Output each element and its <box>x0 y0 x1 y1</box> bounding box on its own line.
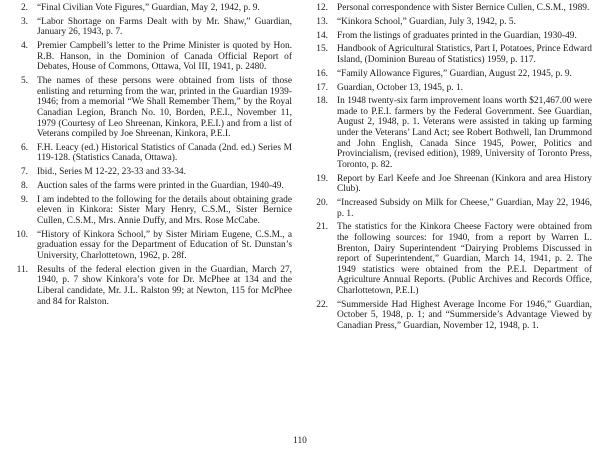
endnote <box>10 17 292 38</box>
endnote-number: 13. <box>316 16 328 27</box>
endnote-text: From the listings of graduates printed in the Guardian, 1930-49. <box>337 30 577 41</box>
endnote-text: “Kinkora School,” Guardian, July 3, 1942, p. 5. <box>337 16 516 27</box>
endnote <box>310 31 592 42</box>
endnote-text: “Increased Subsidy on Milk for Cheese,” Guardian, May 22, 1946, p. 1. <box>337 198 592 219</box>
endnote-number: 9. <box>20 194 28 205</box>
left-notes-column <box>10 3 292 310</box>
endnote-number: 4. <box>20 41 28 52</box>
endnote <box>10 41 292 73</box>
endnote-text: F.H. Leacy (ed.) Historical Statistics of Canada (2nd. ed.) Series M 119-128. (Statistics Canada, Ottawa). <box>37 142 292 164</box>
endnote-number: 19. <box>316 173 328 184</box>
right-notes-column <box>310 3 592 335</box>
endnote-text: “Final Civilian Vote Figures,” Guardian, May 2, 1942, p. 9. <box>37 3 260 13</box>
endnote <box>310 69 592 80</box>
endnote-number: 8. <box>20 181 28 192</box>
endnote <box>10 195 292 227</box>
endnote-number: 6. <box>20 142 28 153</box>
endnote-text: The names of these persons were obtained from lists of those enlisting and returning from the war, printed in the Guardian 1939-1946; from a memorial “We Shall Remember Them,” by the Royal Canadian Legion, Branch No. 10, Borden, P.E.I., November 11, 1979 (Courtesy of Leo Shreenan, Kinkora, P.E.I.) and from a list of Veterans compiled by Joe Shreenan, Kinkora, P.E.I. <box>37 76 292 140</box>
endnote <box>310 198 592 219</box>
endnote-number: 17. <box>316 82 328 93</box>
endnote <box>10 3 292 14</box>
endnote-text: Premier Campbell’s letter to the Prime Minister is quoted by Hon. R.B. Hanson, in the Dominion of Canada Official Report of Debates, House of Commons, Ottawa, Vol III, 1941, p. 2480. <box>37 41 292 73</box>
endnote-text: “History of Kinkora School,” by Sister Miriam Eugene, C.S.M., a graduation essay for the Department of Education of St. Dunstan’s University, Charlottetown, 1962, p. 28f. <box>37 229 292 261</box>
endnote <box>310 17 592 28</box>
endnote <box>310 44 592 65</box>
endnote-text: I am indebted to the following for the details about obtaining grade eleven in Kinkora: Sister Mary Henry, C.S.M., Sister Bernice Cullen, C.S.M., Mrs. Annie Duffy, and Mrs. Rose McCabe. <box>37 194 292 226</box>
endnote-text: Personal correspondence with Sister Bernice Cullen, C.S.M., 1989. <box>337 3 590 13</box>
endnote-number: 20. <box>316 198 328 208</box>
endnote-text: Ibid., Series M 12-22, 23-33 and 33-34. <box>37 167 186 178</box>
endnote-number: 21. <box>316 222 328 233</box>
endnote-number: 10. <box>16 229 28 240</box>
endnote <box>310 96 592 170</box>
endnote-text: Guardian, October 13, 1945, p. 1. <box>337 82 464 93</box>
endnote <box>10 265 292 307</box>
endnote-text: “Labor Shortage on Farms Dealt with by Mr. Shaw,” Guardian, January 26, 1943, p. 7. <box>37 16 292 38</box>
endnote <box>10 167 292 178</box>
endnote-text: “Family Allowance Figures,” Guardian, August 22, 1945, p. 9. <box>337 68 572 79</box>
endnote-number: 22. <box>316 299 328 310</box>
endnote <box>10 76 292 140</box>
endnote-text: Handbook of Agricultural Statistics, Part I, Potatoes, Prince Edward Island, (Dominion Bureau of Statistics) 1959, p. 117. <box>337 44 592 65</box>
endnote-text: In 1948 twenty-six farm improvement loans worth $21,467.00 were made to P.E.I. farmers by the Federal Government. See Guardian, August 2, 1948, p. 1. Veterans were assisted in taking up farming under the Veterans’ Land Act; see Robert Bothwell, Ian Drummond and John English, Canada Since 1945, Power, Politics and Provincialism, (revised edition), 1989, University of Toronto Press, Toronto, p. 82. <box>337 96 592 170</box>
endnote-number: 7. <box>20 167 28 178</box>
endnote-number: 11. <box>16 264 28 275</box>
endnote <box>10 230 292 262</box>
endnote-text: “Summerside Had Highest Average Income For 1946,” Guardian, October 5, 1948, p. 1; and “Summerside’s Advantage Viewed by Canadian Press,” Guardian, November 12, 1948, p. 1. <box>337 299 592 331</box>
endnote <box>310 222 592 296</box>
endnote <box>310 3 592 14</box>
endnote-text: Results of the federal election given in the Guardian, March 27, 1940, p. 7 show Kinkora’s vote for Dr. McPhee at 134 and the Liberal candidate, Mr. J.L. Ralston 99; at Newton, 115 for McPhee and 84 for Ralston. <box>37 264 292 307</box>
endnote-text: Auction sales of the farms were printed in the Guardian, 1940-49. <box>37 181 284 192</box>
endnote <box>310 83 592 94</box>
endnote-number: 2. <box>20 3 28 13</box>
endnote-number: 5. <box>20 76 28 87</box>
endnote-text: Report by Earl Keefe and Joe Shreenan (Kinkora and area History Club). <box>337 173 592 195</box>
endnote-text: The statistics for the Kinkora Cheese Factory were obtained from the following sources: for 1940, from a report by Warren L. Brenton, Dairy Superintendent “Dairying Problems Discussed in report of Superintendent,” Guardian, March 14, 1941, p. 2. The 1949 statistics were obtained from the P.E.I. Department of Agriculture Annual Reports. (Public Archives and Records Office, Charlottetown, P.E.I.) <box>337 222 592 296</box>
endnote <box>10 143 292 164</box>
page-number: 110 <box>293 436 307 446</box>
endnote-number: 3. <box>20 16 28 27</box>
endnote-number: 12. <box>316 3 328 13</box>
endnote <box>310 174 592 195</box>
endnote-number: 18. <box>316 96 328 107</box>
endnote <box>10 181 292 192</box>
endnote-number: 14. <box>316 30 328 41</box>
endnote-number: 15. <box>316 44 328 55</box>
endnote <box>310 300 592 332</box>
endnote-number: 16. <box>316 68 328 79</box>
